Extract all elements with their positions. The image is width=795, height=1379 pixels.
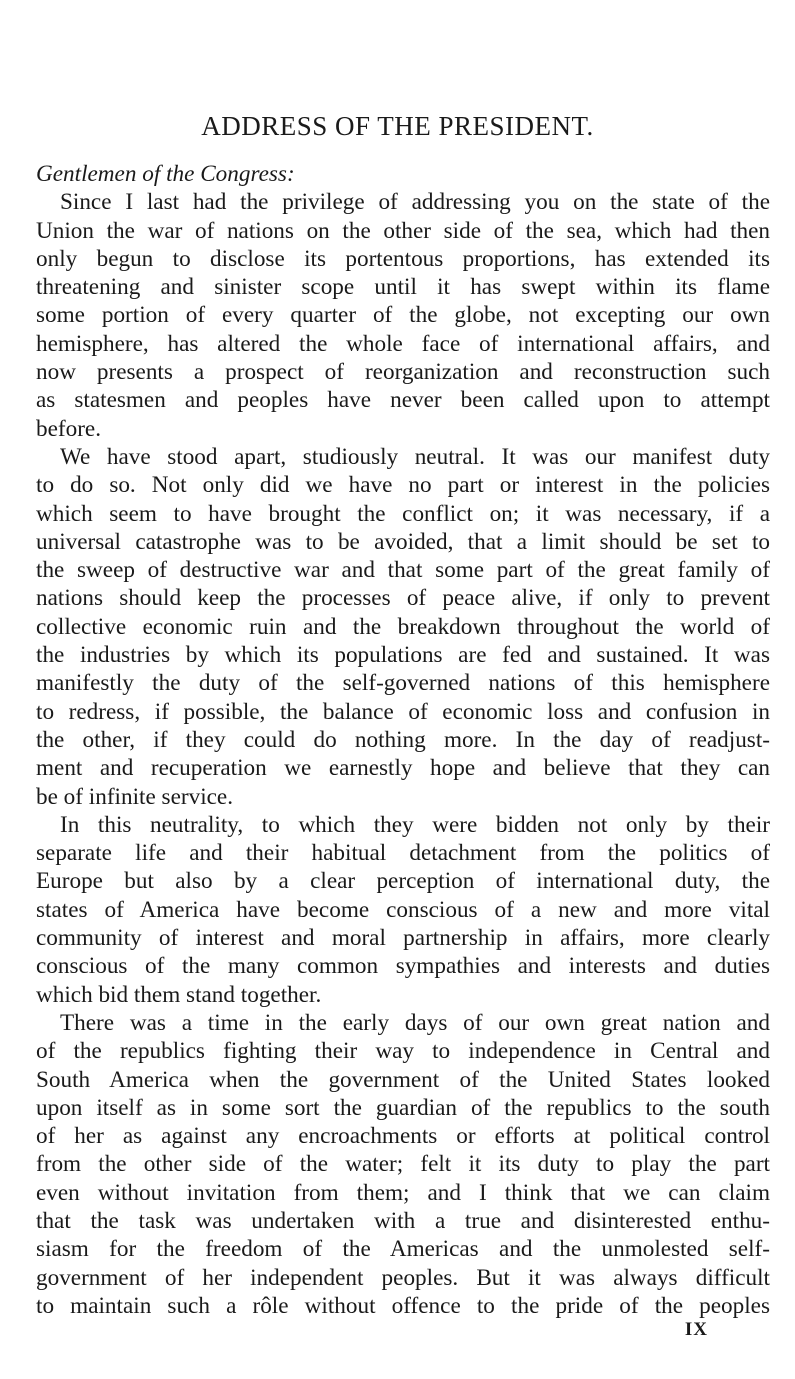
text-line: siasm for the freedom of the Americas and the unmolested self- — [36, 1236, 770, 1263]
text-line: Since I last had the privilege of addressing you on the state of the — [60, 189, 770, 216]
body-text — [36, 188, 770, 1320]
text-line: the other, if they could do nothing more. In the day of readjust- — [36, 726, 770, 753]
text-line: separate life and their habitual detachment from the politics of — [36, 840, 770, 867]
text-line: only begun to disclose its portentous proportions, has extended its — [36, 245, 770, 272]
text-line: the sweep of destructive war and that some part of the great family of — [36, 557, 770, 584]
text-line: In this neutrality, to which they were bidden not only by their — [60, 811, 770, 838]
text-line: as statesmen and peoples have never been called upon to attempt — [36, 387, 770, 414]
text-line: government of her independent peoples. But it was always difficult — [36, 1264, 770, 1291]
text-line: upon itself as in some sort the guardian of the republics to the south — [36, 1094, 770, 1121]
text-line: Europe but also by a clear perception of international duty, the — [36, 868, 770, 895]
page-number: IX — [684, 1319, 708, 1340]
text-line: manifestly the duty of the self-governed nations of this hemisphere — [36, 670, 770, 697]
paragraph — [36, 811, 770, 1009]
text-line: Union the war of nations on the other side of the sea, which had then — [36, 217, 770, 244]
paragraph — [36, 1009, 770, 1320]
text-line: nations should keep the processes of peace alive, if only to prevent — [36, 585, 770, 612]
text-line: South America when the government of the United States looked — [36, 1066, 770, 1093]
text-line: We have stood apart, studiously neutral. It was our manifest duty — [60, 443, 770, 470]
text-line: threatening and sinister scope until it has swept within its flame — [36, 274, 770, 301]
text-line: community of interest and moral partnership in affairs, more clearly — [36, 925, 770, 952]
text-line: of the republics fighting their way to independence in Central and — [36, 1038, 770, 1065]
text-line: even without invitation from them; and I think that we can claim — [36, 1179, 770, 1206]
text-line: the industries by which its populations are fed and sustained. It was — [36, 642, 770, 669]
text-line: from the other side of the water; felt it its duty to play the part — [36, 1151, 770, 1178]
text-line: hemisphere, has altered the whole face of international affairs, and — [36, 330, 770, 357]
text-line: now presents a prospect of reorganization and reconstruction such — [36, 359, 770, 386]
text-line: to redress, if possible, the balance of economic loss and confusion in — [36, 698, 770, 725]
text-line: some portion of every quarter of the globe, not excepting our own — [36, 302, 770, 329]
text-line: states of America have become conscious of a new and more vital — [36, 896, 770, 923]
page-title: ADDRESS OF THE PRESIDENT. — [201, 111, 594, 141]
text-line: ment and recuperation we earnestly hope and believe that they can — [36, 755, 770, 782]
text-line: conscious of the many common sympathies and interests and duties — [36, 953, 770, 980]
text-line: collective economic ruin and the breakdown throughout the world of — [36, 613, 770, 640]
text-line: of her as against any encroachments or efforts at political control — [36, 1123, 770, 1150]
paragraph — [36, 188, 770, 443]
text-line: before. — [36, 415, 102, 442]
text-line: which bid them stand together. — [36, 981, 322, 1008]
text-line: which seem to have brought the conflict on; it was necessary, if a — [36, 500, 770, 527]
text-line: be of infinite service. — [36, 783, 234, 810]
text-line: There was a time in the early days of our own great nation and — [60, 1009, 770, 1036]
text-line: that the task was undertaken with a true and disinterested enthu- — [36, 1207, 770, 1234]
salutation: Gentlemen of the Congress: — [36, 161, 295, 187]
text-line: to do so. Not only did we have no part or interest in the policies — [36, 472, 770, 499]
text-line: to maintain such a rôle without offence to the pride of the peoples — [36, 1292, 770, 1319]
text-line: universal catastrophe was to be avoided, that a limit should be set to — [36, 528, 770, 555]
paragraph — [36, 443, 770, 811]
